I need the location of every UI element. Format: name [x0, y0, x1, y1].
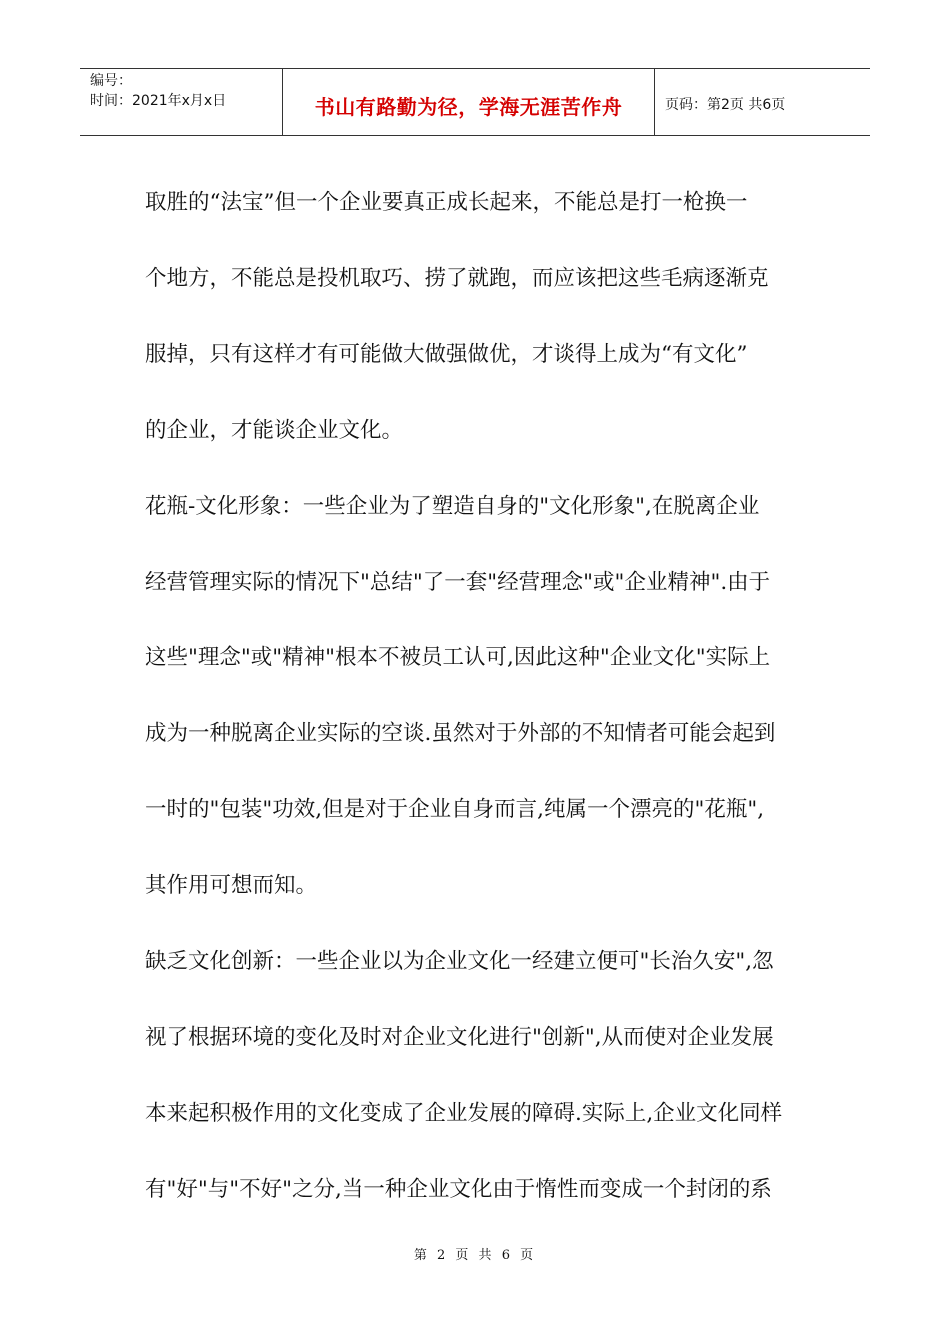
paragraph: [145, 924, 810, 1228]
text-line: 的企业，才能谈企业文化。: [145, 417, 404, 443]
text-line: 成为一种脱离企业实际的空谈.虽然对于外部的不知情者可能会起到: [145, 721, 776, 747]
text-line: 花瓶-文化形象：一些企业为了塑造自身的"文化形象",在脱离企业: [145, 493, 760, 519]
header-meta: [80, 69, 283, 135]
text-line: 其作用可想而知。: [145, 873, 318, 899]
text-line: 经营管理实际的情况下"总结"了一套"经营理念"或"企业精神".由于: [145, 569, 771, 595]
header-motto: 书山有路勤为径，学海无涯苦作舟: [283, 69, 655, 135]
header-page-info: 页码：第2页 共6页: [665, 97, 786, 113]
document-body: [145, 165, 810, 1228]
text-line: 这些"理念"或"精神"根本不被员工认可,因此这种"企业文化"实际上: [145, 645, 771, 671]
text-line: 本来起积极作用的文化变成了企业发展的障碍.实际上,企业文化同样: [145, 1100, 783, 1126]
text-line: 有"好"与"不好"之分,当一种企业文化由于惰性而变成一个封闭的系: [145, 1176, 772, 1202]
text-line: 视了根据环境的变化及时对企业文化进行"创新",从而使对企业发展: [145, 1024, 774, 1050]
text-line: 缺乏文化创新：一些企业以为企业文化一经建立便可"长治久安",忽: [145, 949, 774, 975]
doc-time-label: 时间：2021年x月x日: [90, 93, 227, 109]
doc-number-label: 编号：: [90, 73, 132, 89]
paragraph: [145, 165, 810, 469]
page-footer: 第 2 页 共 6 页: [413, 1248, 537, 1263]
text-line: 取胜的“法宝”但一个企业要真正成长起来，不能总是打一枪换一: [145, 190, 748, 215]
text-line: 服掉，只有这样才有可能做大做强做优，才谈得上成为“有文化”: [145, 341, 748, 367]
text-line: 一时的"包装"功效,但是对于企业自身而言,纯属一个漂亮的"花瓶",: [145, 797, 765, 823]
page-header: [80, 68, 870, 136]
text-line: 个地方，不能总是投机取巧、捞了就跑，而应该把这些毛病逐渐克: [145, 265, 769, 291]
paragraph: [145, 469, 810, 924]
